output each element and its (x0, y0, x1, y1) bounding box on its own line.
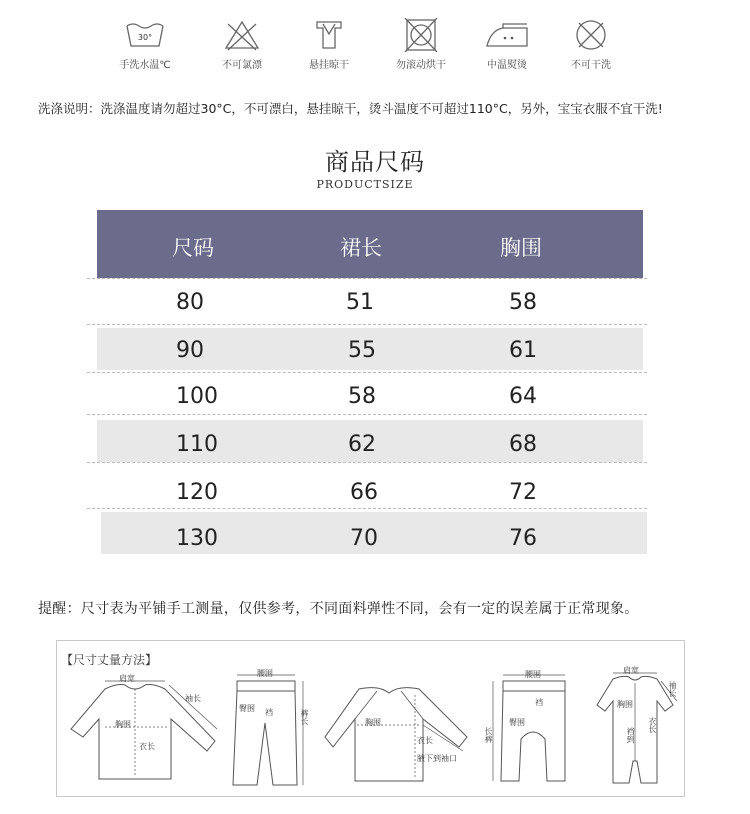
romper-shoulder-label: 肩宽 (623, 666, 639, 675)
care-item-no-tumble (386, 18, 456, 71)
row-divider (87, 414, 647, 415)
size-table-header (97, 210, 643, 278)
raglan-length-label: 衣长 (417, 736, 433, 745)
romper-chest-label: 胸围 (617, 700, 633, 709)
no-dry-clean-icon (567, 18, 615, 52)
baby-pants-rise-label: 裆 (535, 698, 543, 707)
size-section-subtitle: PRODUCTSIZE (316, 178, 414, 191)
cell-skirt-length: 62 (348, 432, 376, 457)
care-icons-row (110, 18, 650, 80)
cell-chest: 64 (509, 384, 537, 409)
measure-method-box (56, 640, 685, 797)
raglan-outline-icon (319, 681, 479, 791)
shirt-length-label: 衣长 (139, 742, 155, 751)
cell-size: 120 (176, 480, 218, 505)
romper-rise-label: 裆到 (626, 727, 635, 743)
row-divider (87, 278, 647, 279)
header-chest: 胸围 (500, 236, 542, 260)
pants-waist-label: 腰围 (257, 669, 273, 678)
size-section-title: 商品尺码 (325, 148, 425, 176)
shirt-shoulder-label: 肩宽 (119, 674, 135, 683)
pants-rise-label: 裆 (265, 708, 273, 717)
cell-skirt-length: 51 (346, 290, 374, 315)
romper-diagram (585, 665, 681, 793)
care-label: 勿滚动烘干 (396, 60, 446, 71)
cell-chest: 72 (509, 480, 537, 505)
cell-chest: 68 (509, 432, 537, 457)
baby-pants-diagram (483, 669, 583, 791)
row-divider (87, 462, 647, 463)
shirt-diagram (65, 671, 225, 791)
romper-sleeve-label: 袖长 (668, 681, 677, 697)
table-row (97, 374, 643, 418)
cell-size: 80 (176, 290, 204, 315)
cell-size: 110 (176, 432, 218, 457)
care-item-no-bleach (207, 18, 277, 71)
care-label: 悬挂晾干 (309, 60, 349, 71)
baby-pants-outline-icon (483, 669, 583, 791)
cell-size: 130 (176, 526, 218, 551)
baby-pants-hip-label: 臀围 (509, 718, 525, 727)
cell-skirt-length: 66 (350, 480, 378, 505)
raglan-sleeve-label: 腋下到袖口 (417, 754, 457, 763)
care-item-no-dry-clean (556, 18, 626, 71)
raglan-chest-label: 胸围 (365, 718, 381, 727)
raglan-diagram (319, 681, 479, 791)
cell-skirt-length: 58 (348, 384, 376, 409)
table-row (97, 466, 643, 510)
cell-chest: 61 (509, 338, 537, 363)
shirt-sleeve-label: 袖长 (185, 694, 201, 703)
care-label: 中温熨烫 (487, 60, 527, 71)
measure-method-title: 【尺寸丈量方法】 (61, 653, 158, 667)
wash-temp-text: 30° (137, 33, 153, 42)
wash-instructions: 洗涤说明：洗涤温度请勿超过30°C，不可漂白，悬挂晾干，烫斗温度不可超过110°C，另外，宝宝衣服不宜干洗! (38, 101, 663, 116)
pants-length-label: 裤长 (300, 709, 309, 725)
care-item-hand-wash (110, 18, 180, 71)
care-label: 不可干洗 (571, 60, 611, 71)
pants-outline-icon (229, 667, 309, 791)
header-skirt-length: 裙长 (340, 236, 382, 260)
care-item-iron (472, 18, 542, 71)
row-divider (87, 372, 647, 373)
cell-size: 90 (176, 338, 204, 363)
table-row (97, 416, 643, 460)
no-tumble-dry-icon (397, 18, 445, 52)
shirt-outline-icon (65, 671, 225, 791)
cell-skirt-length: 55 (348, 338, 376, 363)
measurement-reminder: 提醒：尺寸表为平铺手工测量，仅供参考，不同面料弹性不同，会有一定的误差属于正常现象。 (38, 601, 639, 617)
cell-skirt-length: 70 (350, 526, 378, 551)
table-row (97, 280, 643, 324)
header-size: 尺码 (172, 236, 214, 260)
baby-pants-waist-label: 腰围 (525, 670, 541, 679)
table-row (97, 324, 643, 368)
cell-size: 100 (176, 384, 218, 409)
pants-hip-label: 臀围 (239, 704, 255, 713)
care-label: 手洗水温℃ (119, 60, 171, 71)
no-bleach-icon (218, 18, 266, 52)
romper-length-label: 衣长 (648, 717, 657, 733)
care-item-hang-dry (294, 18, 364, 71)
shirt-chest-label: 胸围 (115, 720, 131, 729)
table-row (97, 508, 643, 552)
iron-medium-icon (481, 18, 533, 52)
cell-chest: 76 (509, 526, 537, 551)
hang-dry-icon (305, 18, 353, 52)
pants-diagram (229, 667, 309, 791)
baby-pants-length-label: 长裤 (484, 727, 493, 743)
hand-wash-icon (121, 18, 169, 52)
care-label: 不可氯漂 (222, 60, 262, 71)
cell-chest: 58 (509, 290, 537, 315)
